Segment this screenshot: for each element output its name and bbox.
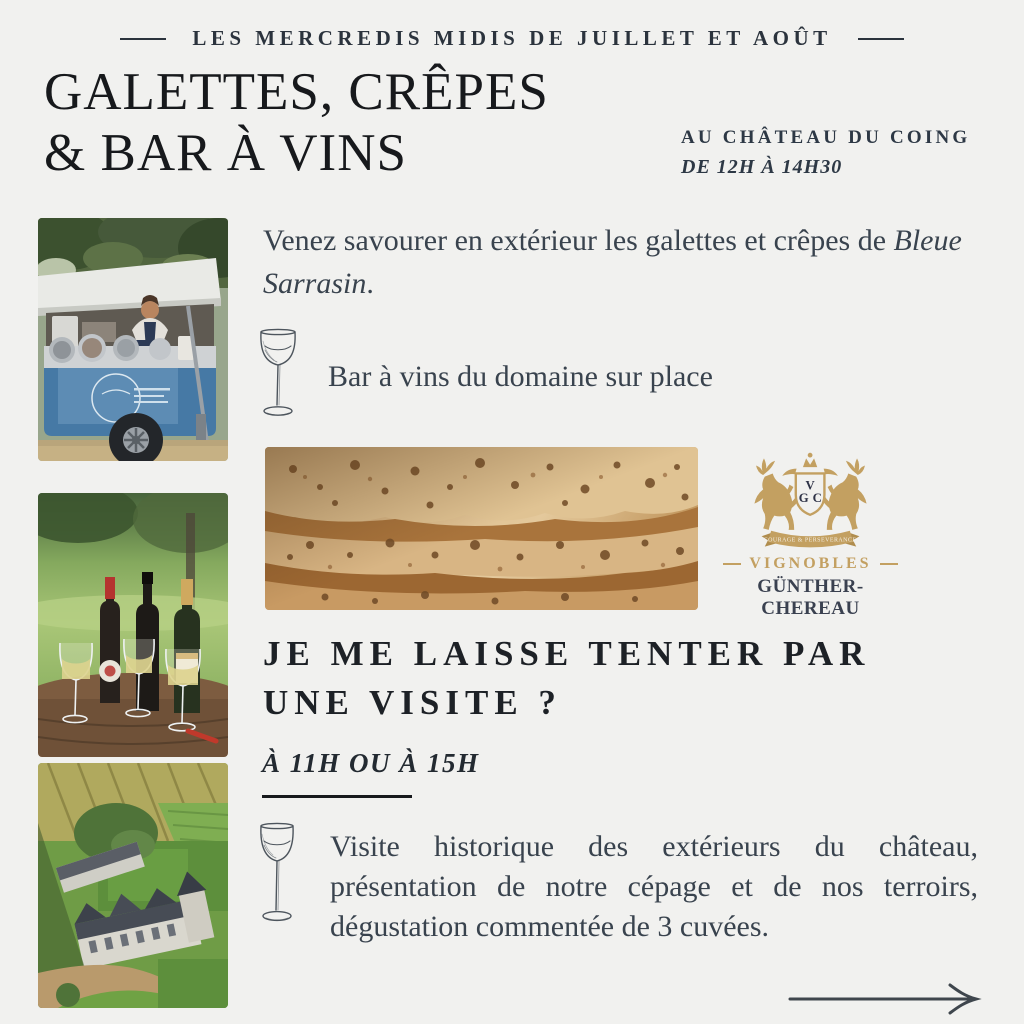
banner-text: LES MERCREDIS MIDIS DE JUILLET ET AOÛT bbox=[192, 26, 832, 50]
galettes-photo bbox=[265, 447, 698, 610]
top-banner bbox=[0, 26, 1024, 51]
page-title bbox=[44, 62, 549, 184]
wine-tasting-photo bbox=[38, 493, 228, 757]
title-line2: & BAR À VINS bbox=[44, 124, 407, 182]
event-info bbox=[681, 127, 970, 179]
wine-tasting-illustration bbox=[38, 493, 228, 757]
monogram-v: V bbox=[805, 478, 815, 493]
winery-crest bbox=[718, 448, 903, 553]
wine-glass-icon-2 bbox=[245, 820, 309, 932]
event-hours: DE 12H À 14H30 bbox=[681, 156, 843, 178]
arrow-right-icon[interactable] bbox=[788, 982, 988, 1016]
times-divider bbox=[262, 795, 412, 798]
logo-winery-name: GÜNTHER-CHEREAU bbox=[757, 576, 864, 619]
crest-motto: COURAGE & PERSEVERANCE bbox=[763, 537, 857, 544]
chateau-aerial-illustration bbox=[38, 763, 228, 1008]
visit-heading: JE ME LAISSE TENTER PAR UNE VISITE ? bbox=[263, 634, 871, 722]
intro-paragraph bbox=[263, 219, 1003, 305]
monogram-g: G bbox=[798, 491, 809, 506]
monogram-c: C bbox=[812, 491, 822, 506]
logo-right-dash bbox=[880, 563, 898, 565]
intro-lead: Venez savourer en extérieur les galettes et crêpes de bbox=[263, 224, 887, 257]
winery-logo bbox=[718, 448, 903, 620]
logo-vignobles-row bbox=[718, 555, 903, 573]
event-location: AU CHÂTEAU DU COING bbox=[681, 127, 971, 148]
logo-left-dash bbox=[723, 563, 741, 565]
crepe-truck-illustration bbox=[38, 218, 228, 461]
wine-glass-icon bbox=[247, 327, 309, 425]
intro-period: . bbox=[366, 267, 374, 300]
visit-description: Visite historique des extérieurs du château, présentation de notre cépage et de nos terroirs, dégustation commentée de 3 cuvées. bbox=[330, 830, 978, 943]
visit-times: À 11H OU À 15H bbox=[262, 748, 480, 778]
title-line1: GALETTES, CRÊPES bbox=[44, 63, 549, 121]
crepe-truck-photo bbox=[38, 218, 228, 461]
logo-vignobles: VIGNOBLES bbox=[749, 555, 872, 572]
banner-left-rule bbox=[120, 38, 166, 40]
banner-right-rule bbox=[858, 38, 904, 40]
wine-bar-line: Bar à vins du domaine sur place bbox=[328, 360, 713, 393]
chateau-aerial-photo bbox=[38, 763, 228, 1008]
galettes-illustration bbox=[265, 447, 698, 610]
intro-brand: Bleue Sarrasin bbox=[263, 224, 962, 300]
